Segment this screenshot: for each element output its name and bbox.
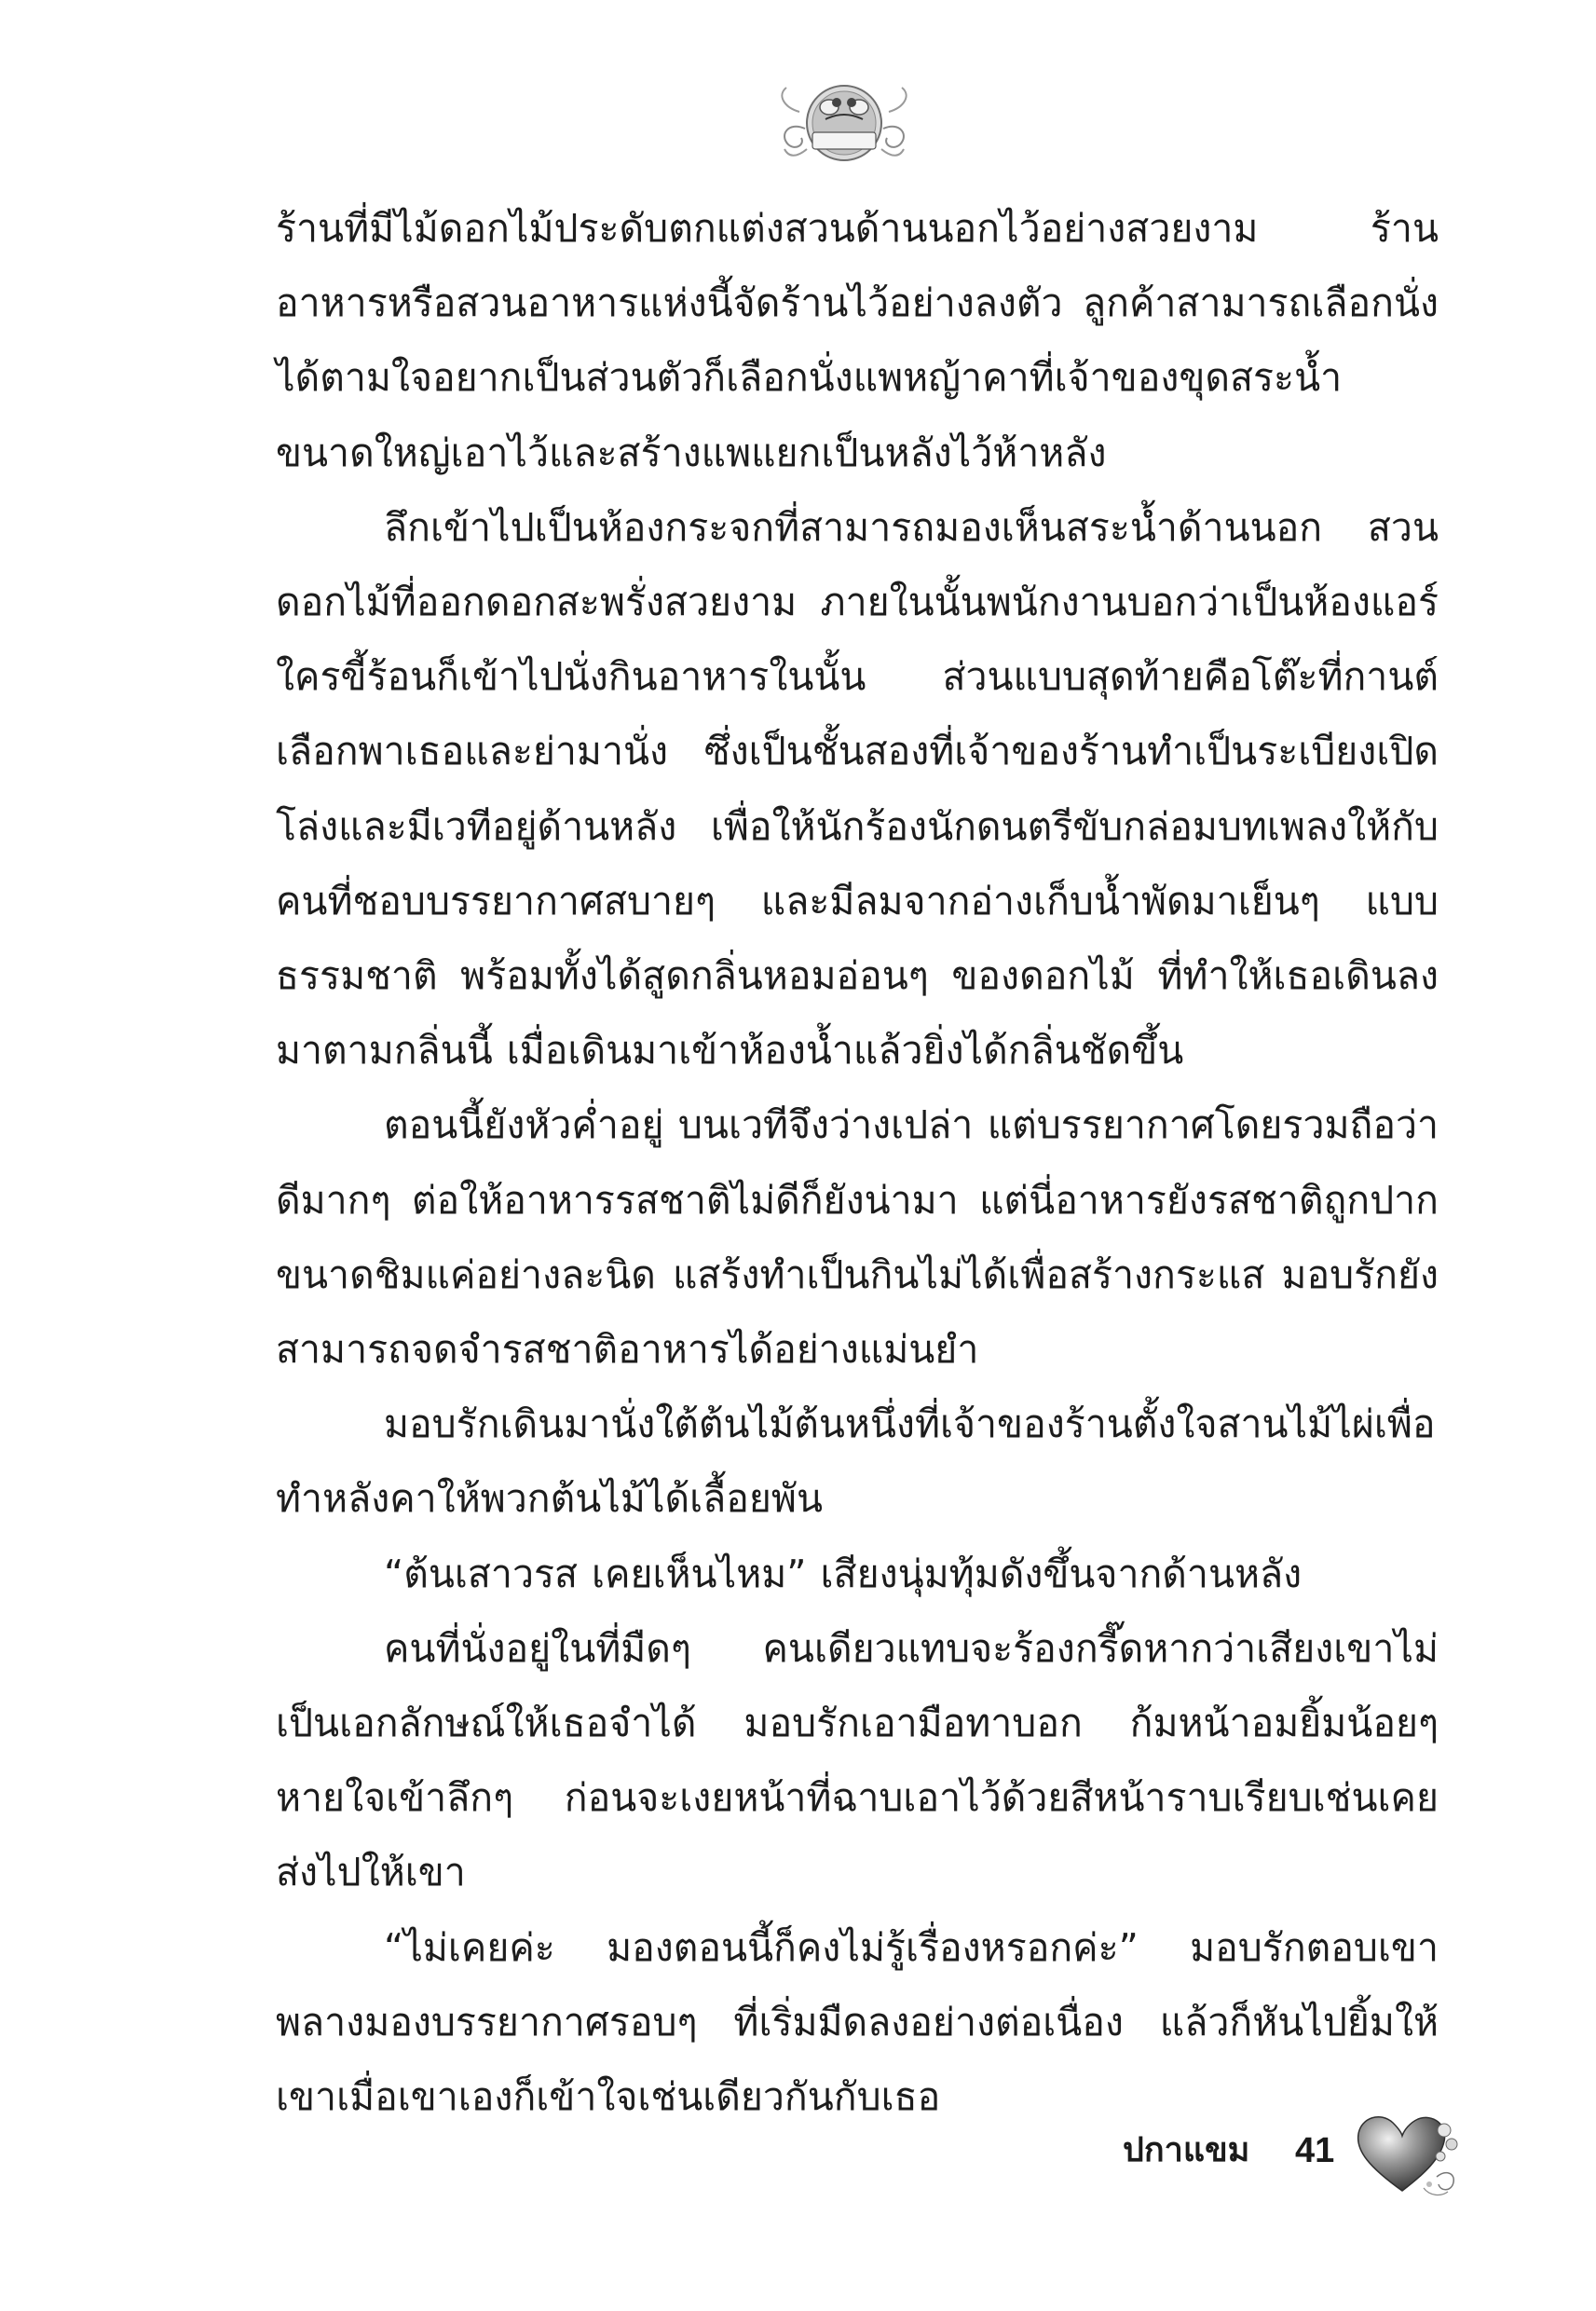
- paragraph: มอบรักเดินมานั่งใต้ต้นไม้ต้นหนึ่งที่เจ้าของร้านตั้งใจสานไม้ไผ่เพื่อทำหลังคาให้พวกต้นไม้ได้เลื้อยพัน: [276, 1402, 1436, 1522]
- paragraph: ตอนนี้ยังหัวค่ำอยู่ บนเวทีจึงว่างเปล่า แต่บรรยากาศโดยรวมถือว่าดีมากๆ ต่อให้อาหารรสชาติไม่ดีก็ยังน่ามา แต่นี่อาหารยังรสชาติถูกปากขนาดชิมแค่อย่างละนิด แสร้งทำเป็นกินไม่ได้เพื่อสร้างกระแส มอบรักยังสามารถจดจำรสชาติอาหารได้อย่างแม่นยำ: [276, 1102, 1439, 1373]
- chapter-body-text: [276, 191, 1439, 2134]
- page-footer: [1071, 2102, 1491, 2205]
- heart-with-flowers-icon: [1351, 2102, 1472, 2205]
- paragraph: “ไม่เคยค่ะ มองตอนนี้ก็คงไม่รู้เรื่องหรอกค่ะ” มอบรักตอบเขาพลางมองบรรยากาศรอบๆ ที่เริ่มมืดลงอย่างต่อเนื่อง แล้วก็หันไปยิ้มให้เขาเมื่อเขาเองก็เข้าใจเช่นเดียวกันกับเธอ: [276, 1924, 1439, 2120]
- paragraph: ร้านที่มีไม้ดอกไม้ประดับตกแต่งสวนด้านนอกไว้อย่างสวยงาม ร้านอาหารหรือสวนอาหารแห่งนี้จัดร้านไว้อย่างลงตัว ลูกค้าสามารถเลือกนั่งได้ตามใจอยากเป็นส่วนตัวก็เลือกนั่งแพหญ้าคาที่เจ้าของขุดสระน้ำขนาดใหญ่เอาไว้และสร้างแพแยกเป็นหลังไว้ห้าหลัง: [276, 206, 1439, 475]
- paragraph: คนที่นั่งอยู่ในที่มืดๆ คนเดียวแทบจะร้องกรี๊ดหากว่าเสียงเขาไม่เป็นเอกลักษณ์ให้เธอจำได้ มอบรักเอามือทาบอก ก้มหน้าอมยิ้มน้อยๆหายใจเข้าลึกๆ ก่อนจะเงยหน้าที่ฉาบเอาไว้ด้วยสีหน้าราบเรียบเช่นเคยส่งไปให้เขา: [276, 1625, 1439, 1895]
- ornamental-cupid-emblem-icon: [751, 56, 937, 177]
- paragraph: ลึกเข้าไปเป็นห้องกระจกที่สามารถมองเห็นสระน้ำด้านนอก สวนดอกไม้ที่ออกดอกสะพรั่งสวยงาม ภายในนั้นพนักงานบอกว่าเป็นห้องแอร์ใครขี้ร้อนก็เข้าไปนั่งกินอาหารในนั้น ส่วนแบบสุดท้ายคือโต๊ะที่กานต์เลือกพาเธอและย่ามานั่ง ซึ่งเป็นชั้นสองที่เจ้าของร้านทำเป็นระเบียงเปิดโล่งและมีเวทีอยู่ด้านหลัง เพื่อให้นักร้องนักดนตรีขับกล่อมบทเพลงให้กับคนที่ชอบบรรยากาศสบายๆ และมีลมจากอ่างเก็บน้ำพัดมาเย็นๆ แบบธรรมชาติ พร้อมทั้งได้สูดกลิ่นหอมอ่อนๆ ของดอกไม้ ที่ทำให้เธอเดินลงมาตามกลิ่นนี้ เมื่อเดินมาเข้าห้องน้ำแล้วยิ่งได้กลิ่นชัดขึ้น: [276, 504, 1439, 1073]
- book-title: ปกาแขม: [1123, 2131, 1250, 2169]
- paragraph: “ต้นเสาวรส เคยเห็นไหม” เสียงนุ่มทุ้มดังขึ้นจากด้านหลัง: [384, 1551, 1303, 1596]
- page-number: 41: [1295, 2131, 1335, 2170]
